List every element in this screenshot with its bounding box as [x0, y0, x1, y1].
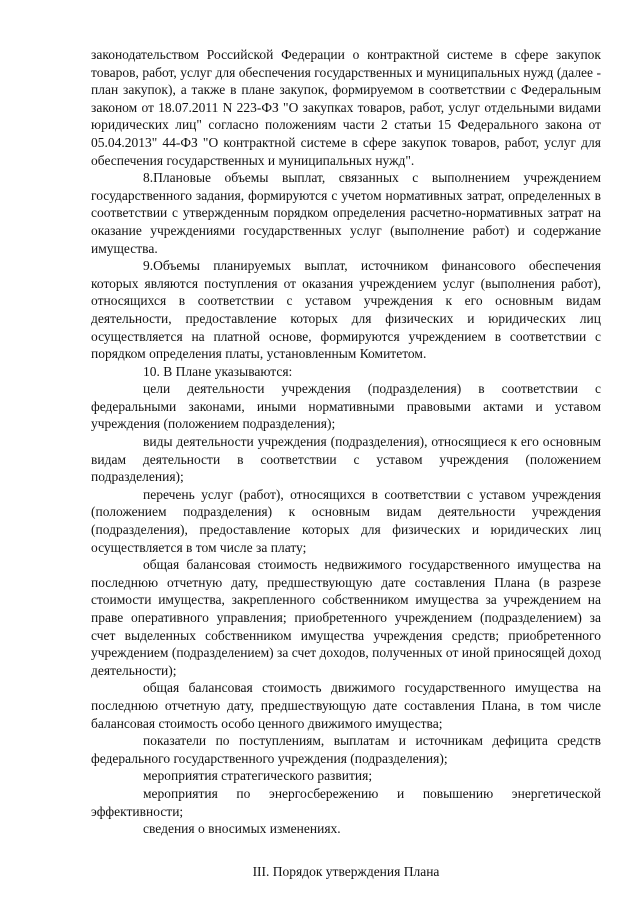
- list-item-real-estate-value: общая балансовая стоимость недвижимого государственного имущества на последнюю отчетную дату, предшествующую дате составления Плана (в разрезе стоимости имущества, закрепленного собственником имущества за учреждением на праве оперативного управления; приобретенного учреждением (подразделением) за счет выделенных собственником имущества учреждения средств; приобретенного учреждением (подразделением) за счет доходов, полученных от иной приносящей доход деятельности);: [91, 557, 601, 678]
- paragraph-9-paid-services: 9.Объемы планируемых выплат, источником финансового обеспечения которых являются поступления от оказания учреждением услуг (выполнения работ), относящихся в соответствии с уставом учреждения к его основным видам деятельности, предоставление которых для физических и юридических лиц осуществляется на платной основе, формируются учреждением в соответствии с порядком определения платы, установленным Комитетом.: [91, 258, 601, 362]
- list-item-financial-indicators: показатели по поступлениям, выплатам и источникам дефицита средств федерального государственного учреждения (подразделения);: [91, 733, 601, 766]
- section-heading: III. Порядок утверждения Плана: [252, 863, 440, 879]
- paragraph-10-plan-contents: 10. В Плане указываются:: [143, 363, 293, 379]
- list-item-activities: виды деятельности учреждения (подразделения), относящиеся к его основным видам деятельности в соответствии с уставом учреждения (положением подразделения);: [91, 434, 601, 485]
- list-item-movable-property-value: общая балансовая стоимость движимого государственного имущества на последнюю отчетную дату, предшествующую дате составления Плана, в том числе балансовая стоимость особо ценного движимого имущества;: [91, 680, 601, 731]
- list-item-services: перечень услуг (работ), относящихся в соответствии с уставом учреждения (положением подразделения) к основным видам деятельности учреждения (подразделения), предоставление которых для физических и юридических лиц осуществляется в том числе за плату;: [91, 486, 601, 555]
- paragraph-8-planned-payments: 8.Плановые объемы выплат, связанных с выполнением учреждением государственного задания, формируются с учетом нормативных затрат, определенных в соответствии с утвержденным порядком определения расчетно-нормативных затрат на оказание учреждениями государственных услуг (выполнение работ) и содержание имущества.: [91, 170, 601, 256]
- list-item-strategic-development: мероприятия стратегического развития;: [143, 768, 373, 784]
- list-item-energy-efficiency: мероприятия по энергосбережению и повышению энергетической эффективности;: [91, 785, 601, 819]
- list-item-changes: сведения о вносимых изменениях.: [143, 821, 341, 837]
- list-item-goals: цели деятельности учреждения (подразделения) в соответствии с федеральными законами, иными нормативными правовыми актами и уставом учреждения (положением подразделения);: [91, 381, 601, 432]
- paragraph-procurement-plan: законодательством Российской Федерации о контрактной системе в сфере закупок товаров, работ, услуг для обеспечения государственных и муниципальных нужд (далее - план закупок), а также в плане закупок, формируемом в соответствии с Федеральным законом от 18.07.2011 N 223-ФЗ "О закупках товаров, работ, услуг отдельными видами юридических лиц" согласно положениям части 2 статьи 15 Федерального закона от 05.04.2013" 44-ФЗ "О контрактной системе в сфере закупок товаров, работ, услуг для обеспечения государственных и муниципальных нужд".: [91, 47, 601, 168]
